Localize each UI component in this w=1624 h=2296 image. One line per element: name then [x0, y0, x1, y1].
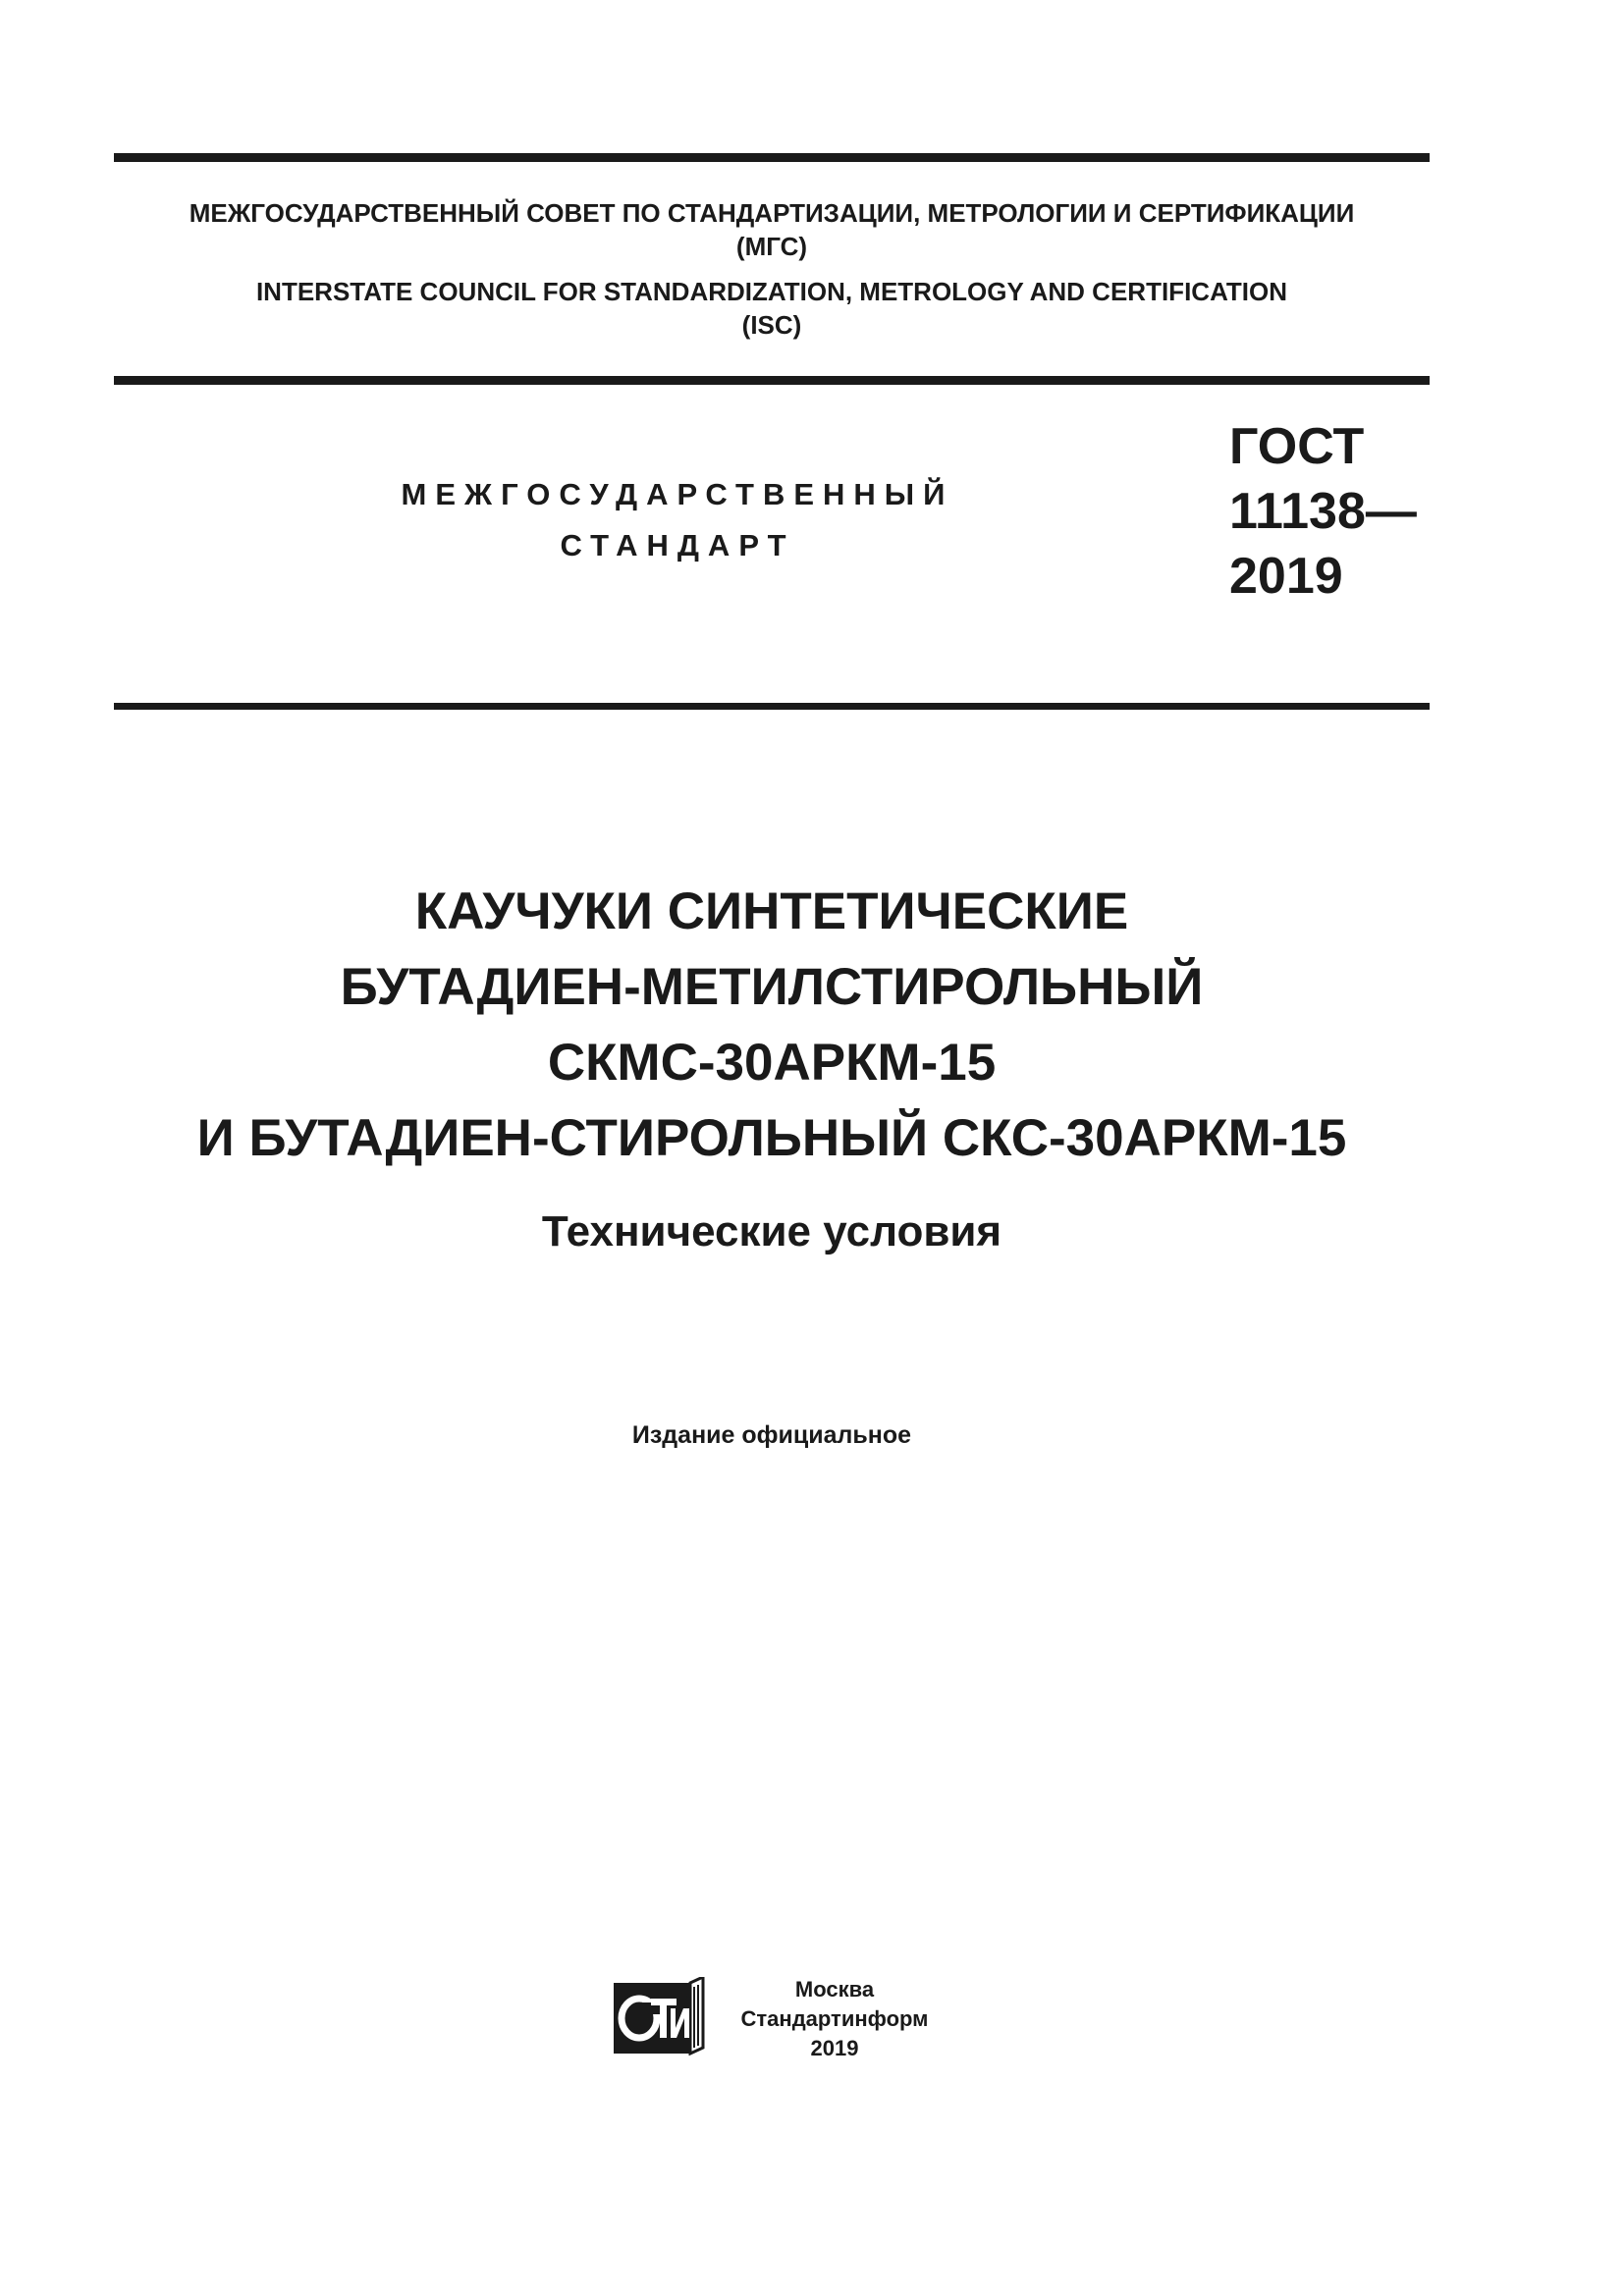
publisher-block [727, 1975, 943, 2063]
standard-type-line2: СТАНДАРТ [560, 528, 795, 562]
council-ru-abbr: (МГС) [735, 232, 808, 261]
edition-note: Издание официальное [631, 1421, 912, 1449]
council-en-abbr: (ISC) [741, 310, 802, 340]
top-rule [114, 153, 1430, 162]
gost-label: ГОСТ [1229, 418, 1365, 475]
gost-year: 2019 [1229, 548, 1343, 605]
council-ru-name: МЕЖГОСУДАРСТВЕННЫЙ СОВЕТ ПО СТАНДАРТИЗАЦИИ, МЕТРОЛОГИИ И СЕРТИФИКАЦИИ [189, 198, 1355, 228]
bottom-rule [114, 703, 1430, 710]
document-title [114, 874, 1430, 1176]
middle-rule [114, 376, 1430, 385]
gost-number [1229, 414, 1417, 609]
gost-code: 11138— [1229, 483, 1417, 540]
title-line-4: И БУТАДИЕН-СТИРОЛЬНЫЙ СКС-30АРКМ-15 [196, 1109, 1347, 1167]
title-line-1: КАУЧУКИ СИНТЕТИЧЕСКИЕ [414, 882, 1129, 940]
document-subtitle: Технические условия [541, 1207, 1002, 1255]
publisher-city: Москва [794, 1977, 875, 2002]
council-en-name: INTERSTATE COUNCIL FOR STANDARDIZATION, METROLOGY AND CERTIFICATION [255, 277, 1288, 306]
council-ru [114, 196, 1430, 263]
publisher-name: Стандартинформ [740, 2006, 929, 2031]
standartinform-logo-icon [612, 1977, 705, 2056]
title-line-2: БУТАДИЕН-МЕТИЛСТИРОЛЬНЫЙ [340, 958, 1204, 1016]
standard-type [334, 469, 1021, 571]
title-line-3: СКМС-30АРКМ-15 [547, 1034, 997, 1092]
publisher-year: 2019 [810, 2036, 859, 2060]
council-en [114, 275, 1430, 342]
standard-type-line1: МЕЖГОСУДАРСТВЕННЫЙ [401, 477, 954, 511]
